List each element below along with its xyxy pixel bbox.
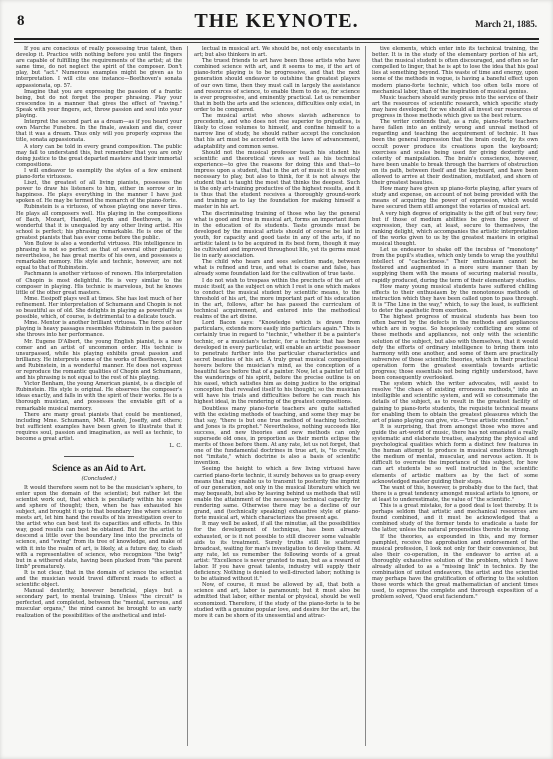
article-science-art bbox=[16, 485, 182, 619]
paragraph: Mme. Mentor is another brilliant virtuosa. The force of her playing is heavy passages resembles Rubinstein in the passion she throws into her performance. bbox=[16, 320, 182, 339]
column-1 bbox=[16, 46, 182, 746]
author-signature: L. C. bbox=[169, 443, 182, 450]
paragraph: Imagine that you are expressing the passion of a frantic being, but do not forget the proper phrasing. Play your crescendos in a manner that gives the effect of "raving." Speak with your fingers, act, throw passion and soul into your playing. bbox=[16, 88, 182, 120]
paragraph: Mr. Eugene D'Albert, the young English pianist, is a new comer and an artist of uncommon order. His technic is unsurpassed, while his playing exhibits great passion and brilliancy. He interprets some of the works of Beethoven, Liszt and Rubinstein, in a wonderful manner. He does not express or reproduce the romantic qualities of Chopin and Schumann, and his phrasing is not equal to the rest of his playing. bbox=[16, 338, 182, 382]
article-pianists bbox=[16, 46, 182, 442]
paragraph: Music teachers should surely press into the service of their art the resources of scientific research, which specific study may have developed; for we should all invest our resources of progress in those methods which give us the best return. bbox=[372, 94, 538, 120]
article-science-art-continued bbox=[372, 46, 538, 601]
paragraph: Liszt, the greatest of all living pianists, possesses the power to draw his listeners to him, either in sorrow or in happiness. He plays everything in the manner I have just spoken of. He may be termed the monarch of the piano-forte. bbox=[16, 180, 182, 205]
paragraph: It may well be asked, if all the minutiæ, all the possibilities for the development of technique, has been already exhausted, or is it not possible to still discover some valuable aids to its treatment. Surely truths still lie scattered broadcast, waiting for man's investigation to develop them. At any rate, let us remember the following words of a great artist: "Excellence is never granted to man, but as a reward of labor. If you have great talents, industry will supply their deficiency. Nothing is denied to well-directed labor; nothing is to be attained without it." bbox=[194, 521, 360, 583]
paragraph: This is a great mistake, for a good deal is lost thereby. It is perhaps seldom that artistic and mechanical resources are found combined, and it must be acknowledged that a combined study of the former tends to eradicate a taste for the latter, unless the natural propensities thereto be strong. bbox=[372, 503, 538, 534]
paragraph: How many young musical students have suffered chilling effects to their enthusiasm by the monotonous methods of instruction which they have been called upon to pass through. It is "The Line in the way," which, to say the least, is sufficient to deter the apathetic from exertion. bbox=[372, 283, 538, 315]
masthead-title: THE KEYNOTE. bbox=[194, 10, 359, 32]
paragraph: How many have given up piano-forte playing, after years of study and expense, on account of not being provided with the means of acquiring the power of expression, which would have secured them still amongst the votaries of musical art. bbox=[372, 186, 538, 211]
paragraph: The highest progress of musical students has been too often barred by the defects in the methods and appliances which are in vogue. So heopelessly conflicting are some of these methods and appliances, not only with the scientific solution of the subject, but also with themselves, that it would defy the efforts of ordinary intelligence to bring them into harmony with one another, and some of them are practically subversive of those scientific theories, which in their practical operation form the greatest essentials towards artistic progress; those essentials not being rightly understood, have been consequently overlooked. bbox=[372, 314, 538, 382]
paragraph: Manual dexterity, however beneficial, plays but a secondary part, to mental training. Unless "the circuit" is perfected, and completed, between the "mental, nervous, and muscular organs," the mind cannot be brought to an early realization of the possibilities of the æsthetical and intel- bbox=[16, 588, 182, 619]
paragraph: The discriminating training of those who lay the general what is good and true in musical art, forms an important item in the education of its students. Taste grounds must be developed by the musical artists should of course be laid in youth, for capacity and good taste in any of the arts, if no artistic talent is to be acquired in its best form, though it may be cultivated and improved throughout life, yet its germs must lie in early association. bbox=[194, 210, 360, 260]
column-divider bbox=[187, 46, 188, 746]
page-number: 8 bbox=[17, 13, 25, 29]
paragraph: Victor Benham, the young American pianist, is a disciple of Rubinstein. His style is original. He observes the composer's ideas exactly, and falls in with the spirit of their works. He is a thorough musician, and possesses the enviable gift of a remarkable musical memory. bbox=[16, 381, 182, 412]
paragraph: If you are conscious of really possessing true talent, then develop it. Practice with nothing before you until the fingers are capable of fulfilling the requirements of the artist; at the same time, do not neglect the spirit of the composer. Don't play, but "act." Numerous examples might be given as to interpretation. I will cite one instance—Beethoven's sonata appassionata, op. 57. bbox=[16, 46, 182, 89]
paragraph: Should not the musical professor teach his student his scientific and theoretical views as well as his technical experience—to give the reasons for doing this and that—to impress upon a student, that in the art of music it is not only necessary to play, but also to think, for it is not always the student that is taught the most that thinks the deepest. Such is the only art-training productive of the highest results, and it is thus that the student receives a thoroughly ground-work and training as to lay the foundation for making himself a master in his art. bbox=[194, 149, 360, 211]
header-rule bbox=[14, 38, 539, 40]
paragraph: Lord Bacon says: "Knowledge which is drawn from particulars, extends more easily into particulars again." This is certainly true in regard to "technic," whether it be a painter's technic, or a musician's technic, for a technic that has been developed in every particular, will enable an artistic possessor to penetrate further into the particular characteristics and secret beauties of his art. A truly great musical composition hovers before the musician's mind, as the conception of a beautiful face before that of a painter. Now, let a painter tell of the wanderings of his spirit, before the precise outline is on his easel, which satisfies him as doing justice to the original conception that revealed itself to his thought; so the musician will have his trials and difficulties before he can reach his highest ideal, in the rendering of the greatest compositions. bbox=[194, 320, 360, 406]
paragraph: A story can be told in every grand composition. The public may fail to understand this, but remember that you are only doing justice to the great departed masters and their immortal compositions. bbox=[16, 143, 182, 168]
paragraph: The writer contends that, as a rule, piano-forte teachers have fallen into an entirely wrong and unreal method of regarding and teaching the acquirement of technic. It has been the general impression that the brain could, by its own occult power produce its creations upon the keyboard; exercises and scales being used for giving dexterity and celerity of manipulation. The brain's conscience, however, have been unable to break through the barriers of obstruction on its path, between itself and the keyboard, and have been allowed to arrive at their destination, mutilated, and shorn of their greatest beauties. bbox=[372, 119, 538, 187]
paragraph: Seeing the height to which a few living virtuosi have carried piano-forte technic, it surely behoves us to grasp every means that may enable us to transmit to posterity the imprint of our generation, not only in the musical literature which we may bequeath, but also by leaving behind us methods that will enable the attainment of the necessary technical capacity for rendering same. Otherwise there may be a decline of our grand, and (technically speaking) exhaustive style of piano-forte musical art, which characterizes the present age. bbox=[194, 466, 360, 522]
paragraph: Rubinstein is a virtuoso, of whose playing one never tires. He plays all composers well. His playing in the compositions of Bach, Mozart, Handel, Haydn and Beethoven, is so wonderful that it is unequaled by any other living artist. His school is perfect; his phrasing remarkable. He is one of the greatest pianists that has ever come before the public. bbox=[16, 204, 182, 241]
paragraph: Von Bulow is also a wonderful virtuoso. His intelligence in phrasing is not so perfect as that of several other pianists; nevertheless, he has great merits of his own, and possesses a remarkable memory. His style and technic, however, are not equal to that of Rubinstein. bbox=[16, 241, 182, 272]
paragraph: Mme. Essipoff plays well at times. She has lost much of her refinement. Her interpretation of Schumann and Chopin is not so beautiful as of old. She delights in playing as powerfully as possible, which, of course, is detrimental to a delicate touch. bbox=[16, 295, 182, 321]
paragraph: The child who hears and sees selection made, between what is refined and true, and what is coarse and false, has already some foundation laid for the cultivation of true taste. bbox=[194, 259, 360, 278]
paragraph: tive elements, which enter into its technical training, the better. It is in the study of the elementary portion of his art, that the musical student is often discouraged, and often so far compelled to linger, that he is apt to lose the idea that his goal lies at something beyond. This waste of time and energy, upon some of the methods in vogue, is having a baneful effect upon modern piano-forte technic, which too often tells more of mechanical labor, than of the inspiration of musical genius. bbox=[372, 46, 538, 95]
paragraph: The musical artist who shows slavish adherence to precedents, and who does not rise superior to prejudices, is likely to close volumes to himself, and confine himself to a narrow line of study, he should rather accept the conclusion that his art must be accorded with the laws of advancement, adaptability and common sense. bbox=[194, 113, 360, 150]
paragraph: Doubtless many piano-forte teachers are quite satisfied with the existing methods of teaching, and some they may be that say, "there is but one true method of teaching technic, and Jones is its prophet." Nevertheless, nothing succeeds like success, and new theories and new methods can only supersede old ones, in proportion as their merits eclipse the merits of those before them. At any rate, let us not forget, that one of the fundamental doctrines in true art, is, "to create," not "imitate," which doctrine is also a basis of scientific invention. bbox=[194, 405, 360, 467]
column-3 bbox=[372, 46, 538, 746]
paragraph: Pachmann is another virtuoso of renown. His interpretation of Chopin is most delightful. He is very similar to the composer in playing. His technic is marvelous, but he knows little of the other great masters. bbox=[16, 271, 182, 296]
paragraph: It would therefore seem not to be the musician's sphere, to enter upon the domain of the scientist; but rather let the scientist work out, that which is peculiarly within his scope and sphere of thought; then, when he has exhausted his subject, and brought it up to that boundary line where science meets art, let him hand the results of his investigation over to the artist who can best test its capacities and effects. In this way, good results can best be obtained. But for the artist to descend a little over the boundary line into the precincts of science, and "swing" from its tree of knowledge, and make of with it into the realm of art, is likely, at a future day, to clash with a representative of science, who recognizes "the twig" but in a withered state, having been plucked from "the parent limb" prematurely. bbox=[16, 484, 182, 570]
paragraph: Now, of course, it must be allowed by all, that both a science and art, labor is paramount; but it must also be admitted that labor, either mental or physical, should be well economized. Therefore, if the study of the piano-forte is to be studied with a genuine popular love, and desire for the art, the more it can be shorn of its unessential and attrac- bbox=[194, 582, 360, 619]
paragraph: If the theories, as expounded in this, and my former pamphlet, receive the approbation and endorsement of the musical profession, I look not only for their convenience, but also their co-operation, in the endeavor to arrive at a thoroughly exhaustive solution of the problem, which I have already alluded to as a "missing link" in technics. By the combination of united endeavors, the artist and the scientist may perhaps have the gratification of offering to the solution those words which the great mathematician of ancient times used, to express the complete and thorough exposition of a problem solved, "Quod erat faciendum." bbox=[372, 533, 538, 601]
paragraph: Let us endeavor to shake off the incubus of "monotony" from the pupil's studies, which only tends to wrap the youthful intellect of "cacheckness." Their enthusiasm cannot be fostered and augmented in a more sure manner than by supplying them with the means of securing material results, rapidly produced, during the term of their elementary studies. bbox=[372, 247, 538, 284]
paragraph: A very high degree of originality is the gift of but very few; but if those of medium abilities be given the power of expression, they can, at least, secure to themselves, the ranking delight, which accompanies the artistic interpretation of the works given to us by the greatest masters in original musical thought. bbox=[372, 210, 538, 247]
issue-date: March 21, 1885. bbox=[475, 19, 537, 29]
paragraph: It is not clear, that in the domain of science the scientist and the musician would travel different roads to effect a scientific object. bbox=[16, 569, 182, 589]
page-header bbox=[14, 10, 539, 36]
article-separator bbox=[64, 456, 134, 457]
paragraph: The want of this, however, is probably due to the fact, that there is a great tendency amongst musical artists to ignore, or at least to underestimate, the value of "the scientific." bbox=[372, 484, 538, 503]
paragraph: The system which the writer advocates, will assist to resolve "the chaos of existing erroneous methods," into an intelligible and scientific system, and will so consummate the details of the subject, as to result in the greatest facility of gaining to piano-forte students, the requisite technical means for enabling them to obtain the greatest pleasures which the art of piano playing can give, viz.—"true artistic rendition." bbox=[372, 381, 538, 424]
paragraph: Interpret the second part as a dream—as if you heard your own Marche Funebre. In the finale, awaken and die, cover that it was a dream. Thus only will you properly express the title, sonata appassionata. bbox=[16, 119, 182, 144]
column-divider bbox=[365, 46, 366, 746]
paragraph: lectual in musical art. We should be, not only executants in art; but also thinkers in art. bbox=[194, 46, 360, 59]
article-heading: Science as an Aid to Art. bbox=[52, 462, 146, 473]
paragraph: There are many great pianists that could be mentioned, including Mme. Schumann, MM. Planté, Joseffy, and others; but sufficient examples have been given to illustrate that it requires soul, passion and imagination, as well as technic, to become a great artist. bbox=[16, 411, 182, 442]
paragraph: It is surprising, that from amongst those who move and guide the art-world of music, there has not emanated a really systematic and elaborate treatise, analyzing the physical and psychological qualities which form a distinct few features in the human attempt to produce in musical emotions through the medium of mental, muscular, and nervous action. It is difficult to overrate the importance of this subject, for how can art students be so well instructed in the scientific elements of artistic matters as by the fact of some acknowledged master guiding their steps. bbox=[372, 423, 538, 485]
article-note: (Concluded.) bbox=[81, 475, 117, 482]
paragraph: The truest friends to art have been those artists who have combined science with art, and it seems to me, if the art of piano-forte playing is to be progressive, and that the next generation should endeavor to outshine the greatest players of our own time, then they must call in largely the assistance and resources of science, to enable them to do so, for science is ever progressive, and eminently practical. Let us remember that in both the arts and the sciences, difficulties only exist, in order to be conquered. bbox=[194, 58, 360, 113]
header-rule-thin bbox=[14, 42, 539, 43]
column-2 bbox=[194, 46, 360, 746]
paragraph: I do not wish to trespass within the precincts of the art of music itself, as the subject on which I rest is one which makes to conduct the musical student by scientific means, to the threshold of his art, the more important part of his education in the art, follows, after he has passed the curriculum of technical acquirement, and entered into the methodical realms of the art divine. bbox=[194, 277, 360, 321]
paragraph: I will endeavor to exemplify the styles of a few eminent piano-forte virtuosos. bbox=[16, 167, 182, 180]
article-science-art-continued bbox=[194, 46, 360, 619]
